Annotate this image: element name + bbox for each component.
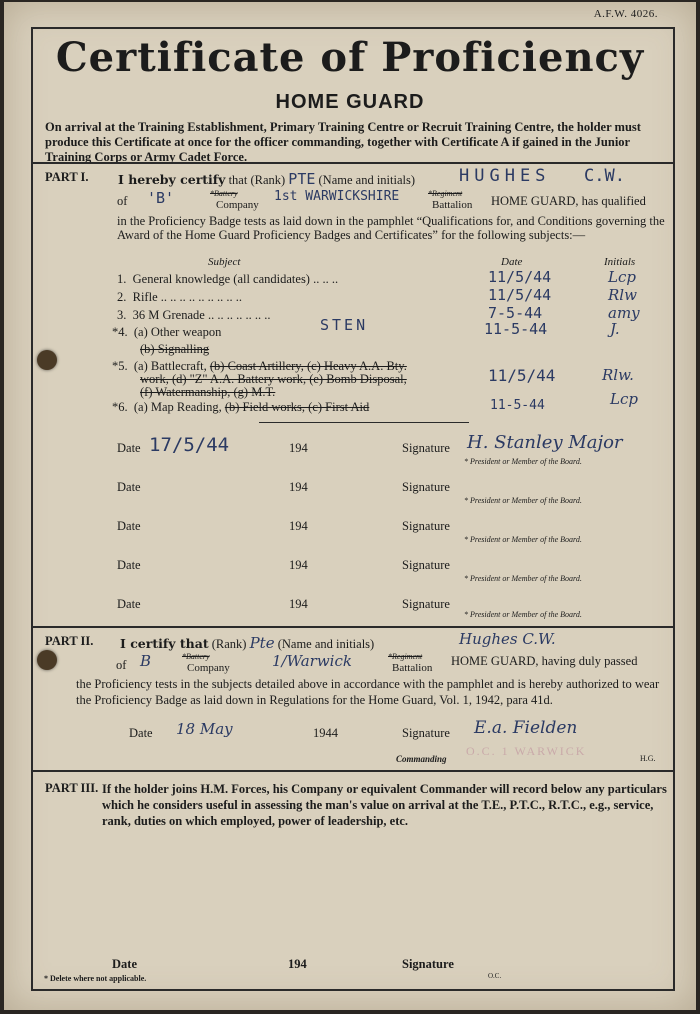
board-date-label: Date [117, 441, 141, 455]
part2-label: PART II. [45, 634, 94, 648]
home-guard-qualified: HOME GUARD, has qualified [491, 194, 646, 208]
board-year: 194 [289, 558, 308, 572]
proficiency-text: in the Proficiency Badge tests as laid down in the pamphlet “Qualifications for, and Conditions governing the Award of the Home Guard Proficiency Badges and Certificates” for the following subjects:— [117, 214, 665, 242]
certificate-title: Certificate of Proficiency [55, 34, 645, 81]
part1-label: PART I. [45, 170, 89, 184]
subject-row: 3. 36 M Grenade .. .. .. .. .. .. .. [117, 308, 271, 322]
home-guard-heading: HOME GUARD [275, 91, 425, 113]
signature-label: Signature [402, 558, 450, 572]
form-reference: A.F.W. 4026. [593, 8, 658, 20]
subject-initials: Rlw. [602, 366, 634, 384]
part3-year: 194 [288, 957, 307, 971]
subject-initials: Lcp [610, 390, 638, 408]
subject-header: Subject [208, 256, 241, 268]
board-date-label: Date [117, 558, 141, 572]
board-date-label: Date [117, 480, 141, 494]
commanding-label: Commanding [396, 754, 447, 764]
board-caption: * President or Member of the Board. [464, 457, 582, 466]
punch-hole [37, 350, 57, 370]
intro-paragraph: On arrival at the Training Establishment, Primary Training Centre or Recruit Training Centre, the holder must produce this Certificate at once for the officer commanding, together with Certificate A if gained in the Junior Training Corps or Army Cadet Force. [45, 120, 641, 164]
subject-date: 7-5-44 [488, 304, 543, 322]
rank-value: Pte [249, 634, 275, 652]
part2-date-label: Date [129, 726, 153, 740]
subject-date: 11-5-44 [484, 320, 548, 338]
of-label: of [116, 658, 127, 672]
rank-label: that (Rank) [228, 173, 286, 187]
part2-certify-line [120, 634, 374, 652]
signature-label: Signature [402, 480, 450, 494]
signature-label: Signature [402, 957, 454, 971]
name-label: (Name and initials) [277, 637, 375, 651]
name-value: HUGHES [459, 166, 551, 186]
authorization-text: the Proficiency tests in the subjects detailed above in accordance with the pamphlet and is hereby authorized to wear the Proficiency Badge as laid down in Regulations for the Home Guard, Vol. 1, 1942, para 41d. [76, 677, 660, 707]
stamp-text: O.C. 1 WARWICK [466, 744, 587, 758]
part2-date-value: 18 May [176, 720, 233, 738]
date-header: Date [501, 256, 523, 268]
other-weapon-value: STEN [320, 316, 369, 334]
part3-date-label: Date [112, 957, 137, 971]
subject-row: *6. (a) Map Reading, (b) Field works, (c) First Aid [112, 400, 370, 414]
certify-phrase: I hereby certify [118, 172, 226, 187]
board-caption: * President or Member of the Board. [464, 496, 582, 505]
battalion-value: 1st WARWICKSHIRE [274, 189, 400, 204]
battalion-value: 1/Warwick [272, 652, 352, 670]
company-label: Company [187, 662, 230, 674]
signature-label: Signature [402, 597, 450, 611]
name-label: (Name and initials) [318, 173, 416, 187]
board-date-label: Date [117, 597, 141, 611]
battalion-label: Battalion [392, 662, 433, 674]
initials-value: C.W. [584, 166, 625, 186]
board-signature: H. Stanley Major [467, 432, 623, 453]
board-caption: * President or Member of the Board. [464, 574, 582, 583]
battalion-label: Battalion [432, 199, 473, 211]
battery-label: *Battery [182, 652, 210, 661]
struck-option: (f) Watermanship, (g) M.T. [140, 385, 276, 399]
subject-date: 11/5/44 [488, 366, 556, 385]
signature-label: Signature [402, 726, 450, 740]
hg-label: H.G. [640, 754, 656, 763]
rank-label: (Rank) [211, 637, 247, 651]
of-label: of [117, 194, 128, 208]
rule-line [259, 422, 469, 423]
signature-label: Signature [402, 519, 450, 533]
part1-certify-line [118, 170, 415, 188]
subject-date: 11/5/44 [488, 268, 552, 286]
subject-row: *5. (a) Battlecraft, (b) Coast Artillery, (c) Heavy A.A. Bty. [112, 359, 407, 373]
punch-hole [37, 650, 57, 670]
board-year: 194 [289, 519, 308, 533]
board-year: 194 [289, 480, 308, 494]
struck-option: work, (d) "Z" A.A. Battery work, (e) Bomb Disposal, [140, 372, 407, 386]
initials-header: Initials [604, 256, 636, 268]
subject-row: *4. (a) Other weapon [112, 325, 222, 339]
struck-option: (b) Signalling [140, 342, 210, 356]
board-year: 194 [289, 441, 308, 455]
company-label: Company [216, 199, 259, 211]
footnote: * Delete where not applicable. [44, 974, 147, 983]
signature-label: Signature [402, 441, 450, 455]
subject-date: 11-5-44 [490, 398, 545, 413]
certificate-sheet [4, 2, 696, 1010]
subject-initials: Lcp [608, 268, 636, 286]
oc-label: O.C. [488, 972, 502, 980]
board-caption: * President or Member of the Board. [464, 610, 582, 619]
part2-year: 1944 [313, 726, 338, 740]
name-value: Hughes C.W. [459, 630, 556, 648]
board-date-label: Date [117, 519, 141, 533]
subject-initials: amy [608, 304, 640, 322]
home-guard-passed: HOME GUARD, having duly passed [451, 654, 638, 668]
regiment-label: *Regiment [388, 652, 423, 661]
subject-initials: Rlw [608, 286, 637, 304]
board-year: 194 [289, 597, 308, 611]
board-date-value: 17/5/44 [149, 434, 230, 456]
part3-label: PART III. [45, 781, 99, 795]
rank-value: PTE [288, 170, 316, 188]
board-caption: * President or Member of the Board. [464, 535, 582, 544]
divider [33, 626, 673, 628]
company-value: B [140, 652, 152, 670]
divider [33, 162, 673, 164]
divider [33, 770, 673, 772]
certify-phrase: I certify that [120, 636, 209, 651]
subject-initials: J. [610, 320, 620, 338]
part3-text: If the holder joins H.M. Forces, his Company or equivalent Commander will record below any particulars which he considers useful in assessing the man's value on arrival at the T.E., P.T.C., R.T.C., e.g., service, rank, duties on which employed, power of leadership, etc. [102, 782, 667, 828]
company-value: 'B' [147, 189, 175, 207]
subject-date: 11/5/44 [488, 286, 552, 304]
subject-row: 1. General knowledge (all candidates) .. .. .. [117, 272, 339, 286]
subject-row: 2. Rifle .. .. .. .. .. .. .. .. .. [117, 290, 242, 304]
part2-signature: E.a. Fielden [474, 718, 578, 738]
battery-label: *Battery [210, 189, 238, 198]
regiment-label: *Regiment [428, 189, 463, 198]
